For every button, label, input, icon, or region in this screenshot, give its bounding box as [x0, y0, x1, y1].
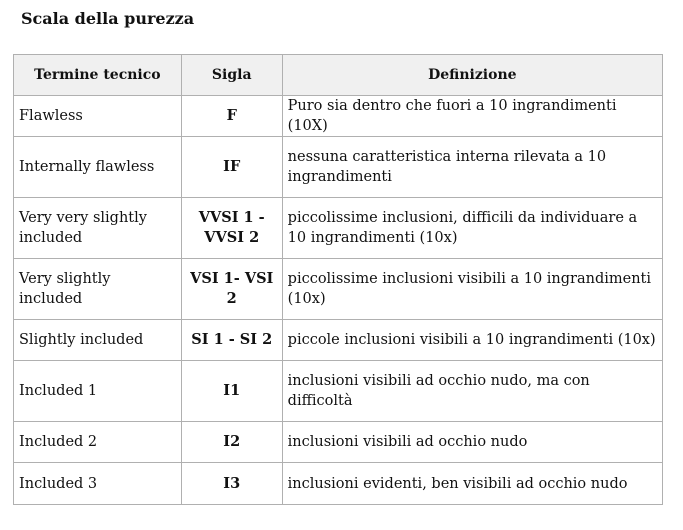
- cell-definition: piccolissime inclusioni, difficili da individuare a 10 ingrandimenti (10x): [282, 198, 662, 259]
- header-definition: Definizione: [282, 55, 662, 96]
- cell-term: Included 3: [14, 463, 182, 505]
- cell-term: Flawless: [14, 96, 182, 137]
- cell-abbr: F: [181, 96, 282, 137]
- cell-term: Slightly included: [14, 320, 182, 361]
- clarity-scale-table: [13, 54, 663, 505]
- cell-abbr: I3: [181, 463, 282, 505]
- header-term: Termine tecnico: [14, 55, 182, 96]
- cell-term: Internally flawless: [14, 137, 182, 198]
- table-row: [14, 361, 663, 422]
- cell-definition: inclusioni visibili ad occhio nudo: [282, 422, 662, 463]
- table-row: [14, 259, 663, 320]
- table-row: [14, 422, 663, 463]
- cell-term: Included 1: [14, 361, 182, 422]
- cell-definition: piccolissime inclusioni visibili a 10 ingrandimenti (10x): [282, 259, 662, 320]
- table-row: [14, 463, 663, 505]
- cell-definition: inclusioni evidenti, ben visibili ad occhio nudo: [282, 463, 662, 505]
- cell-abbr: I1: [181, 361, 282, 422]
- cell-definition: inclusioni visibili ad occhio nudo, ma con difficoltà: [282, 361, 662, 422]
- cell-definition: Puro sia dentro che fuori a 10 ingrandimenti (10X): [282, 96, 662, 137]
- cell-abbr: I2: [181, 422, 282, 463]
- cell-term: Very slightly included: [14, 259, 182, 320]
- table-row: [14, 320, 663, 361]
- cell-abbr: SI 1 - SI 2: [181, 320, 282, 361]
- cell-abbr: IF: [181, 137, 282, 198]
- cell-term: Included 2: [14, 422, 182, 463]
- table-row: [14, 198, 663, 259]
- table-row: [14, 96, 663, 137]
- header-abbr: Sigla: [181, 55, 282, 96]
- table-row: [14, 137, 663, 198]
- cell-abbr: VVSI 1 - VVSI 2: [181, 198, 282, 259]
- page-title: Scala della purezza: [21, 9, 195, 28]
- cell-definition: piccole inclusioni visibili a 10 ingrandimenti (10x): [282, 320, 662, 361]
- cell-term: Very very slightly included: [14, 198, 182, 259]
- cell-abbr: VSI 1- VSI 2: [181, 259, 282, 320]
- table-header-row: [14, 55, 663, 96]
- cell-definition: nessuna caratteristica interna rilevata a 10 ingrandimenti: [282, 137, 662, 198]
